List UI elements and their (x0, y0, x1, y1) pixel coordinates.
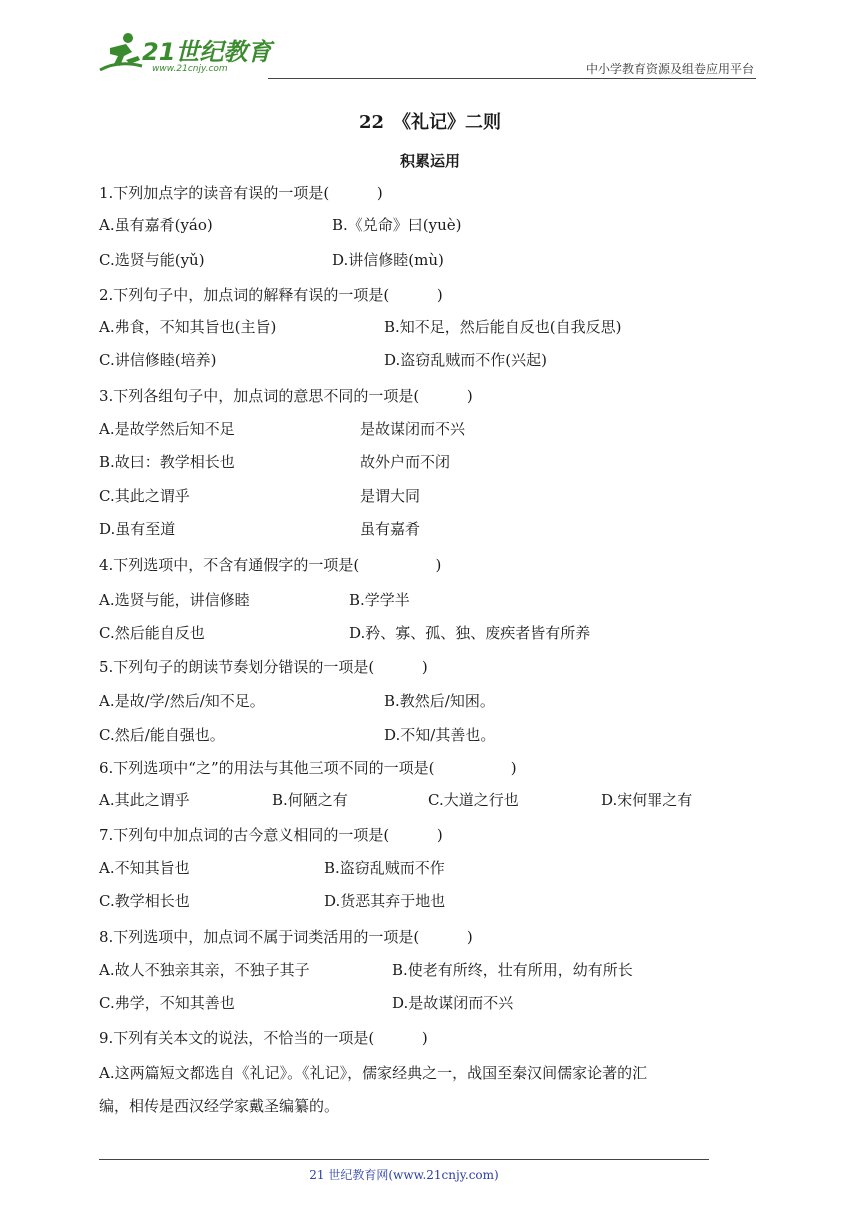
section-heading: 积累运用 (399, 152, 460, 170)
question-3-stem: 3.下列各组句子中，加点词的意思不同的一项是( ) (99, 387, 473, 405)
question-4-option-b: B.学学半 (349, 591, 410, 609)
logo-text: 21世纪教育 (142, 38, 272, 66)
question-2-option-c: C.讲信修睦(培养) (99, 351, 217, 369)
question-6-option-b: B.何陋之有 (272, 791, 348, 809)
question-6-option-c: C.大道之行也 (428, 791, 519, 809)
logo-url: www.21cnjy.com (152, 64, 228, 74)
page-title: 22 《礼记》二则 (358, 112, 502, 133)
page-header (0, 0, 860, 90)
question-5-option-b: B.教然后/知困。 (384, 692, 495, 710)
question-3-option-d-left: D.虽有至道 (99, 520, 176, 538)
question-2-option-b: B.知不足，然后能自反也(自我反思) (384, 318, 622, 336)
question-3-option-d-right: 虽有嘉肴 (360, 520, 421, 538)
question-8-option-b: B.使老有所终，壮有所用，幼有所长 (392, 961, 633, 979)
page-footer: 21 世纪教育网(www.21cnjy.com) (309, 1168, 499, 1182)
question-7-stem: 7.下列句中加点词的古今意义相同的一项是( ) (99, 826, 443, 844)
question-9-stem: 9.下列有关本文的说法，不恰当的一项是( ) (99, 1029, 428, 1047)
footer-divider (99, 1159, 709, 1160)
question-8-option-d: D.是故谋闭而不兴 (392, 994, 514, 1012)
question-4-option-c: C.然后能自反也 (99, 624, 205, 642)
question-4-stem: 4.下列选项中，不含有通假字的一项是( ) (99, 556, 442, 574)
question-6-option-a: A.其此之谓乎 (99, 791, 190, 809)
question-5-option-c: C.然后/能自强也。 (99, 726, 225, 744)
question-1-option-a: A.虽有嘉肴(yáo) (99, 216, 213, 234)
question-7-option-b: B.盗窃乱贼而不作 (324, 859, 445, 877)
question-2-option-d: D.盗窃乱贼而不作(兴起) (384, 351, 547, 369)
question-2-option-a: A.弗食，不知其旨也(主旨) (99, 318, 277, 336)
question-1-option-d: D.讲信修睦(mù) (332, 251, 444, 269)
platform-name: 中小学教育资源及组卷应用平台 (585, 62, 754, 76)
question-5-stem: 5.下列句子的朗读节奏划分错误的一项是( ) (99, 658, 428, 676)
question-5-option-a: A.是故/学/然后/知不足。 (99, 692, 265, 710)
question-1-stem: 1.下列加点字的读音有误的一项是( ) (99, 184, 383, 202)
question-4-option-d: D.矜、寡、孤、独、废疾者皆有所养 (349, 624, 591, 642)
question-7-option-d: D.货恶其弃于地也 (324, 892, 446, 910)
question-3-option-b-left: B.故曰：教学相长也 (99, 453, 235, 471)
question-3-option-c-left: C.其此之谓乎 (99, 487, 190, 505)
question-1-option-b: B.《兑命》曰(yuè) (332, 216, 462, 234)
question-2-stem: 2.下列句子中，加点词的解释有误的一项是( ) (99, 286, 443, 304)
question-5-option-d: D.不知/其善也。 (384, 726, 496, 744)
question-6-stem: 6.下列选项中“之”的用法与其他三项不同的一项是( ) (99, 759, 517, 777)
question-1-option-c: C.选贤与能(yǔ) (99, 251, 205, 269)
question-9-option-a-line2: 编，相传是西汉经学家戴圣编纂的。 (99, 1097, 340, 1115)
question-8-stem: 8.下列选项中，加点词不属于词类活用的一项是( ) (99, 928, 473, 946)
question-6-option-d: D.宋何罪之有 (601, 791, 693, 809)
question-3-option-a-right: 是故谋闭而不兴 (360, 420, 466, 438)
header-divider (268, 78, 756, 79)
runner-logo-icon (96, 30, 146, 76)
question-3-option-b-right: 故外户而不闭 (360, 453, 451, 471)
question-9-option-a-line1: A.这两篇短文都选自《礼记》。《礼记》，儒家经典之一，战国至秦汉间儒家论著的汇 (99, 1064, 648, 1082)
question-3-option-a-left: A.是故学然后知不足 (99, 420, 235, 438)
question-4-option-a: A.选贤与能，讲信修睦 (99, 591, 250, 609)
question-7-option-c: C.教学相长也 (99, 892, 190, 910)
question-8-option-a: A.故人不独亲其亲，不独子其子 (99, 961, 310, 979)
question-7-option-a: A.不知其旨也 (99, 859, 190, 877)
logo (96, 30, 272, 80)
question-8-option-c: C.弗学，不知其善也 (99, 994, 235, 1012)
question-3-option-c-right: 是谓大同 (360, 487, 421, 505)
